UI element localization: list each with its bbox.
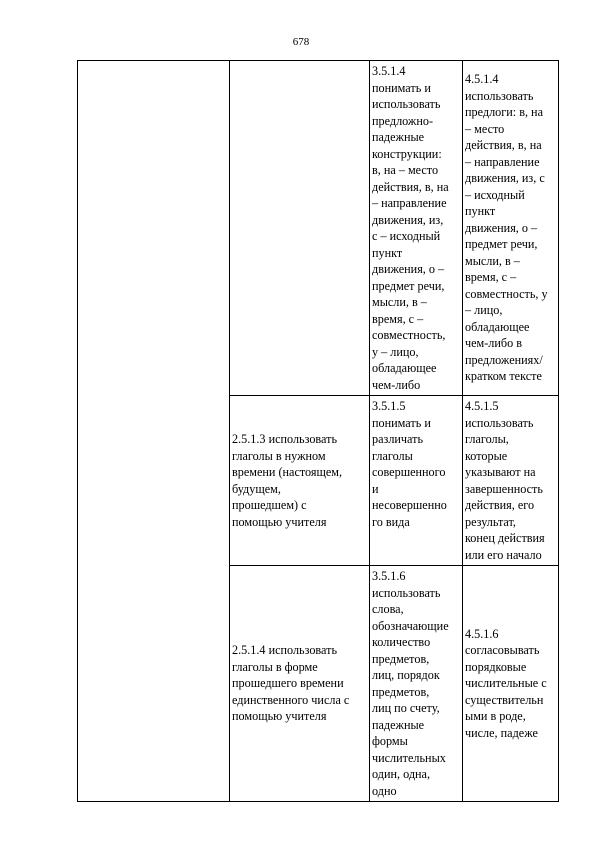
grade2-objective: 2.5.1.3 использовать глаголы в нужном времени (настоящем, будущем, прошедшем) с помощью учителя <box>232 432 343 529</box>
curriculum-table <box>77 60 559 802</box>
grade2-objective: 2.5.1.4 использовать глаголы в форме прошедшего времени единственного числа с помощью учителя <box>232 643 350 724</box>
grade4-cell <box>463 566 559 802</box>
grade2-cell <box>230 61 370 396</box>
grade2-cell <box>230 566 370 802</box>
grade4-cell <box>463 396 559 566</box>
grade3-cell <box>370 566 463 802</box>
page-number: 678 <box>292 36 310 48</box>
grade3-objective: 3.5.1.6 использовать слова, обозначающие количество предметов, лиц, порядок предметов, лиц по счету, падежные формы числительных один, одна, одно <box>372 569 449 798</box>
grade3-cell <box>370 61 463 396</box>
table-row <box>78 61 559 396</box>
grade3-objective: 3.5.1.4 понимать и использовать предложно- падежные конструкции: в, на – место действия, в, на – направление движения, из, с – исходный пункт движения, о – предмет речи, мысли, в – время, с – совместность, у – лицо, обладающее чем-либо <box>372 64 449 392</box>
empty-first-column-cell <box>78 61 230 802</box>
grade4-objective: 4.5.1.6 согласовывать порядковые числительные с существительн ыми в роде, числе, падеже <box>465 626 547 740</box>
grade3-objective: 3.5.1.5 понимать и различать глаголы совершенного и несовершенно го вида <box>372 399 447 529</box>
grade4-objective: 4.5.1.5 использовать глаголы, которые указывают на завершенность действия, его результат, конец действия или его начало <box>465 399 545 562</box>
grade3-cell <box>370 396 463 566</box>
grade4-cell <box>463 61 559 396</box>
grade2-cell <box>230 396 370 566</box>
grade4-objective: 4.5.1.4 использовать предлоги: в, на – место действия, в, на – направление движения, из, с – исходный пункт движения, о – предмет речи, мысли, в – время, с – совместность, у – лицо, обладающее чем-либо в предложениях/ кратком тексте <box>465 72 548 384</box>
